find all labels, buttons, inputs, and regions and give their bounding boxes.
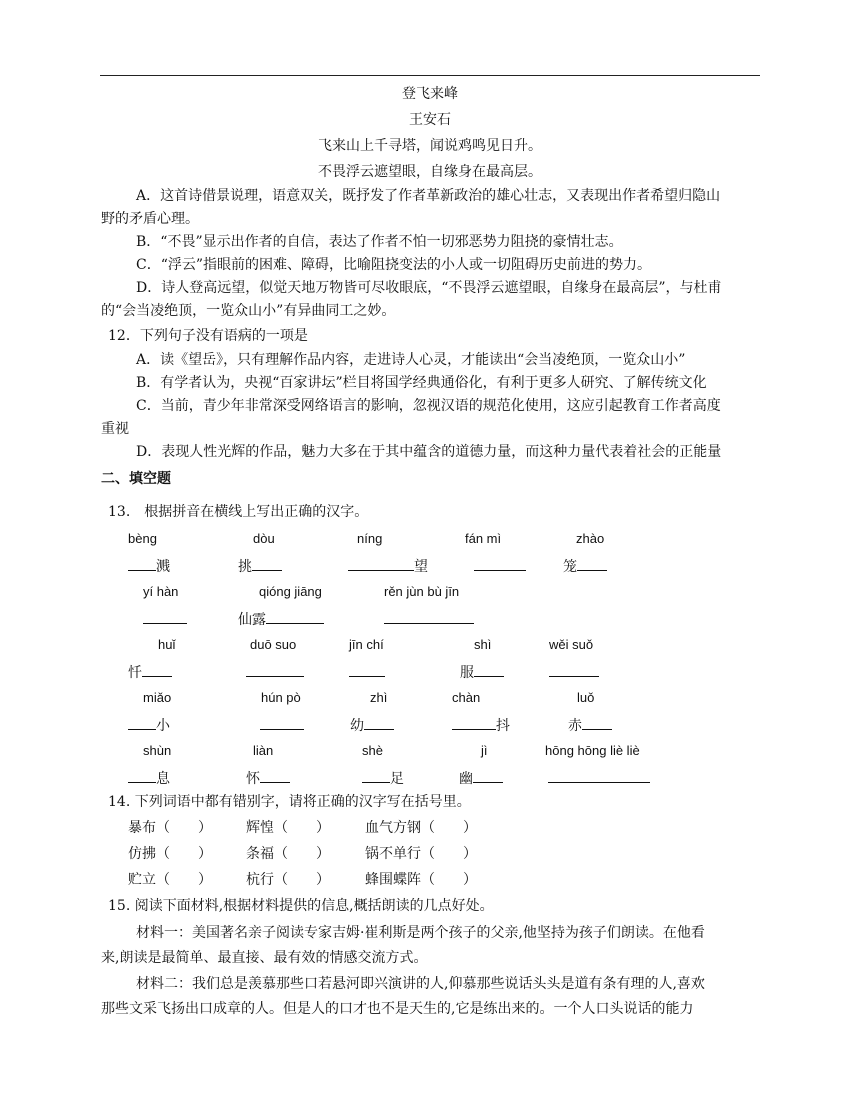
q12-stem: 12．下列句子没有语病的一项是 [108,328,308,344]
answer-blank[interactable] [348,556,414,571]
pinyin: luǒ [577,690,595,705]
pinyin: shè [362,743,383,758]
answer-cell: 仙露 [238,609,324,630]
answer-cell [349,662,385,683]
q14-item: 仿拂（ ） [128,846,212,862]
q11-option-d: D．诗人登高远望，似觉天地万物皆可尽收眼底，“不畏浮云遮望眼，自缘身在最高层”，与杜甫 [136,280,722,296]
poem-author: 王安石 [409,112,451,128]
answer-cell [260,715,304,736]
answer-blank[interactable] [128,715,156,730]
answer-blank[interactable] [349,662,385,677]
q11-option-d-cont: 的“会当凌绝顶，一览众山小”有异曲同工之妙。 [101,303,396,319]
answer-cell: 怀 [246,768,290,789]
q14-item: 辉惶（ ） [246,820,330,836]
header-rule [100,75,760,76]
answer-cell [384,609,474,630]
answer-blank[interactable] [473,768,503,783]
answer-cell: 幽 [459,768,503,789]
pinyin: rěn jùn bù jīn [384,584,460,599]
answer-cell [549,662,599,683]
answer-cell [143,609,187,630]
pinyin: zhì [370,690,388,705]
pinyin: hōng hōng liè liè [545,743,640,758]
answer-cell: 忏 [128,662,172,683]
pinyin: bèng [128,531,157,546]
answer-blank[interactable] [266,609,324,624]
q14-item: 条福（ ） [246,846,330,862]
q14-stem: 14. 下列词语中都有错别字，请将正确的汉字写在括号里。 [108,794,471,810]
answer-cell: 服 [460,662,504,683]
answer-cell [246,662,304,683]
pinyin: qióng jiāng [259,584,322,599]
q12-option-d: D．表现人性光辉的作品，魅力大多在于其中蕴含的道德力量，而这种力量代表着社会的正能量 [136,444,722,460]
pinyin: huǐ [158,637,176,652]
pinyin: jì [481,743,488,758]
answer-blank[interactable] [260,715,304,730]
pinyin: hún pò [261,690,301,705]
answer-blank[interactable] [142,662,172,677]
pinyin: shì [474,637,492,652]
q15-material-1-cont: 来,朗读是最简单、最直接、最有效的情感交流方式。 [101,950,428,966]
q15-stem: 15. 阅读下面材料,根据材料提供的信息,概括朗读的几点好处。 [108,898,494,914]
answer-cell: 足 [362,768,404,789]
q14-item: 锅不单行（ ） [365,846,477,862]
q11-option-a: A．这首诗借景说理，语意双关，既抒发了作者革新政治的雄心壮志，又表现出作者希望归隐山 [136,188,721,204]
q15-material-2-cont: 那些文采飞扬出口成章的人。但是人的口才也不是天生的,它是练出来的。一个人口头说话的能力 [101,1001,694,1017]
pinyin: fán mì [465,531,502,546]
answer-cell: 挑 [238,556,282,577]
pinyin: miǎo [143,690,172,705]
answer-blank[interactable] [362,768,390,783]
q15-material-1: 材料一：美国著名亲子阅读专家吉姆·崔利斯是两个孩子的父亲,他坚持为孩子们朗读。在他看 [136,925,705,941]
pinyin: zhào [576,531,605,546]
q11-option-a-cont: 野的矛盾心理。 [101,211,199,227]
poem-line-1: 飞来山上千寻塔，闻说鸡鸣见日升。 [318,138,542,154]
q11-option-b: B．“不畏”显示出作者的自信，表达了作者不怕一切邪恶势力阻挠的豪情壮志。 [136,234,623,250]
q12-option-c-cont: 重视 [101,421,129,437]
answer-blank[interactable] [128,556,156,571]
answer-cell: 赤 [568,715,612,736]
q12-option-a: A．读《望岳》，只有理解作品内容，走进诗人心灵，才能读出“会当凌绝顶，一览众山小” [136,352,686,368]
poem-title: 登飞来峰 [402,86,458,102]
pinyin: liàn [253,743,274,758]
pinyin: níng [357,531,383,546]
answer-cell: 笼 [563,556,607,577]
answer-cell [474,556,526,577]
answer-blank[interactable] [128,768,156,783]
q14-item: 蜂围蝶阵（ ） [365,872,477,888]
q12-option-b: B．有学者认为，央视“百家讲坛”栏目将国学经典通俗化，有利于更多人研究、了解传统文化 [136,375,707,391]
poem-line-2: 不畏浮云遮望眼，自缘身在最高层。 [318,164,542,180]
answer-cell: 息 [128,768,170,789]
pinyin: duō suo [250,637,297,652]
q13-stem: 13. 根据拼音在横线上写出正确的汉字。 [108,504,369,520]
answer-blank[interactable] [252,556,282,571]
answer-blank[interactable] [577,556,607,571]
answer-cell: 望 [348,556,428,577]
pinyin: wěi suǒ [549,637,594,652]
pinyin: dòu [253,531,275,546]
answer-blank[interactable] [474,556,526,571]
section-title: 二、填空题 [101,471,171,487]
answer-blank[interactable] [549,662,599,677]
answer-blank[interactable] [548,768,650,783]
q14-item: 贮立（ ） [128,872,212,888]
q12-option-c: C．当前，青少年非常深受网络语言的影响，忽视汉语的规范化使用，这应引起教育工作者高度 [136,398,721,414]
answer-blank[interactable] [364,715,394,730]
pinyin: jīn chí [349,637,384,652]
answer-blank[interactable] [452,715,496,730]
answer-blank[interactable] [474,662,504,677]
q14-item: 血气方钢（ ） [365,820,477,836]
pinyin: chàn [452,690,481,705]
pinyin: yí hàn [143,584,179,599]
answer-cell: 溅 [128,556,170,577]
q15-material-2: 材料二：我们总是羡慕那些口若悬河即兴演讲的人,仰慕那些说话头头是道有条有理的人,喜欢 [136,976,705,992]
answer-cell [548,768,650,789]
answer-cell: 小 [128,715,170,736]
q11-option-c: C．“浮云”指眼前的困难、障碍，比喻阻挠变法的小人或一切阻碍历史前进的势力。 [136,257,652,273]
answer-blank[interactable] [143,609,187,624]
answer-cell: 幼 [350,715,394,736]
pinyin: shùn [143,743,172,758]
answer-blank[interactable] [246,662,304,677]
q14-item: 杭行（ ） [246,872,330,888]
answer-blank[interactable] [582,715,612,730]
answer-blank[interactable] [260,768,290,783]
answer-cell: 抖 [452,715,510,736]
q14-item: 暴布（ ） [128,820,212,836]
answer-blank[interactable] [384,609,474,624]
